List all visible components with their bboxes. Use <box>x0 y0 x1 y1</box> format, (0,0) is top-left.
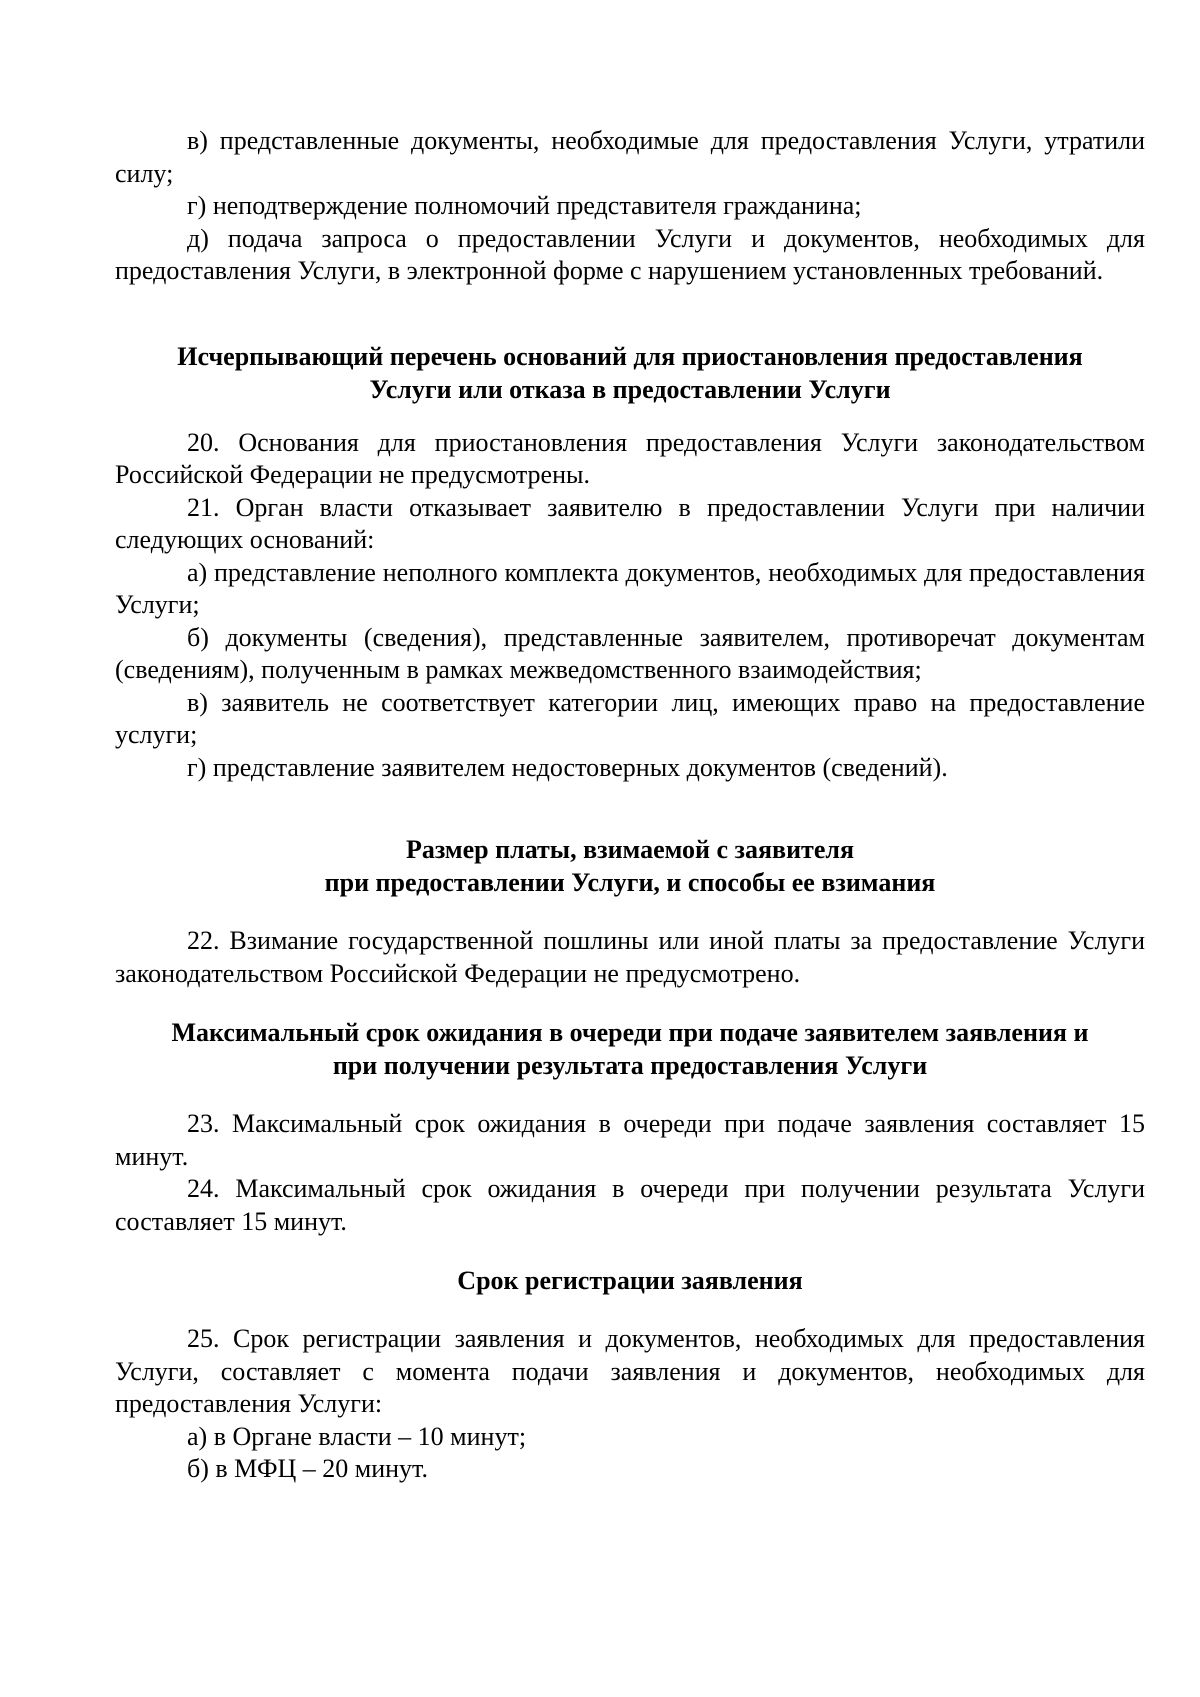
section-heading <box>115 340 1145 406</box>
heading-line: при получении результата предоставления Услуги <box>332 1051 928 1080</box>
paragraph: в) представленные документы, необходимые для предоставления Услуги, утратили силу; <box>115 126 1145 188</box>
section-heading <box>115 833 1145 899</box>
heading-line: Исчерпывающий перечень оснований для приостановления предоставления <box>177 341 1083 371</box>
paragraph: 20. Основания для приостановления предоставления Услуги законодательством Российской Федерации не предусмотрены. <box>115 427 1145 489</box>
paragraph: д) подача запроса о предоставлении Услуги и документов, необходимых для предоставления Услуги, в электронной форме с нарушением установленных требований. <box>115 223 1145 285</box>
paragraph: 25. Срок регистрации заявления и документов, необходимых для предоставления Услуги, составляет с момента подачи заявления и документов, необходимых для предоставления Услуги: <box>115 1324 1145 1418</box>
paragraph: 23. Максимальный срок ожидания в очереди при подаче заявления составляет 15 минут. <box>115 1109 1145 1171</box>
paragraph: а) в Органе власти – 10 минут; <box>187 1421 527 1451</box>
heading-line: Услуги или отказа в предоставлении Услуги <box>369 374 891 404</box>
paragraph: а) представление неполного комплекта документов, необходимых для предоставления Услуги; <box>115 557 1145 619</box>
paragraph: 21. Орган власти отказывает заявителю в предоставлении Услуги при наличии следующих оснований: <box>115 492 1145 554</box>
paragraph: г) представление заявителем недостоверных документов (сведений). <box>187 752 948 782</box>
paragraph: г) неподтверждение полномочий представителя гражданина; <box>187 191 862 220</box>
heading-line: Размер платы, взимаемой с заявителя <box>405 835 855 864</box>
paragraph: 24. Максимальный срок ожидания в очереди при получении результата Услуги составляет 15 минут. <box>115 1174 1145 1236</box>
paragraph: в) заявитель не соответствует категории лиц, имеющих право на предоставление услуги; <box>115 687 1145 749</box>
paragraph: 22. Взимание государственной пошлины или иной платы за предоставление Услуги законодательством Российской Федерации не предусмотрено. <box>115 926 1145 988</box>
heading-line: Максимальный срок ожидания в очереди при подаче заявителем заявления и <box>171 1018 1089 1047</box>
document-body <box>115 125 1145 1486</box>
paragraph: б) документы (сведения), представленные заявителем, противоречат документам (сведениям), полученным в рамках межведомственного взаимодействия; <box>115 622 1145 684</box>
heading-line: при предоставлении Услуги, и способы ее взимания <box>324 868 936 897</box>
paragraph: б) в МФЦ – 20 минут. <box>187 1454 428 1483</box>
section-heading <box>115 1016 1145 1082</box>
section-heading: Срок регистрации заявления <box>457 1266 803 1295</box>
